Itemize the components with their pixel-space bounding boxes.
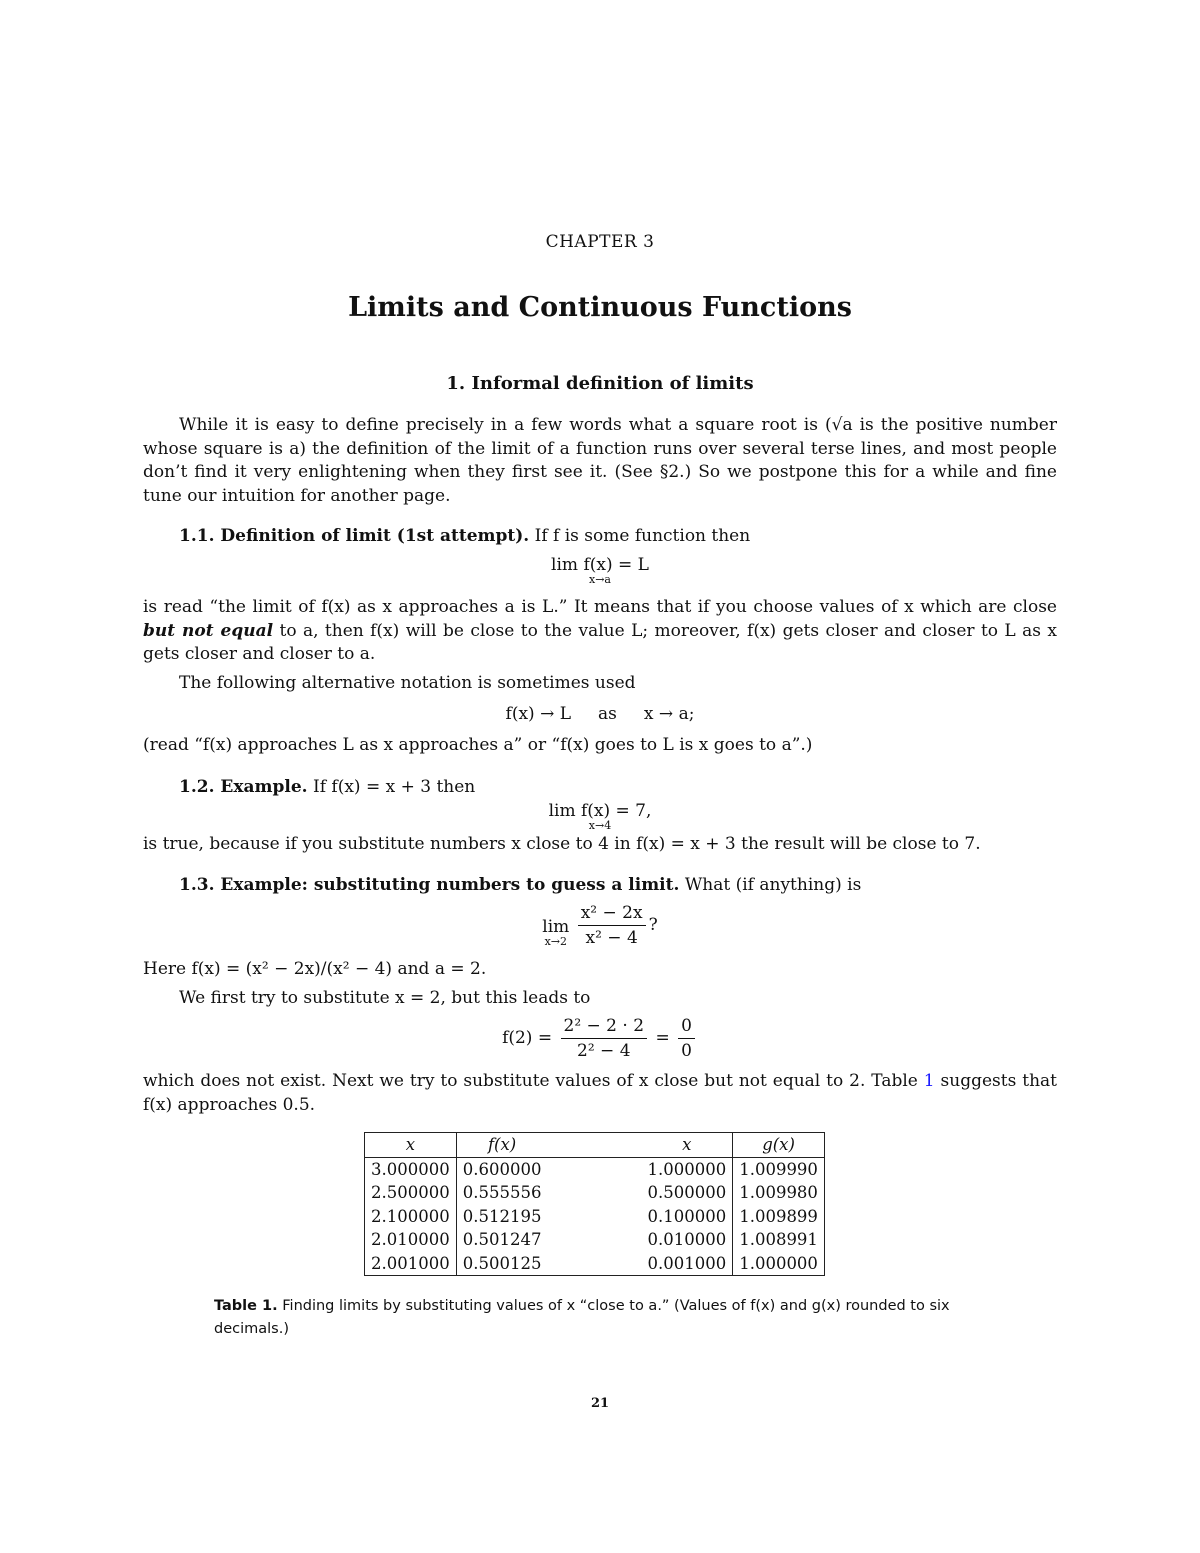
subsection-1-3-lead: What (if anything) is [684, 875, 862, 895]
table-row [365, 1181, 825, 1205]
table-1-link[interactable]: 1 [923, 1071, 935, 1091]
cell: 0.555556 [462, 1183, 542, 1202]
limit-expression-text: lim f(x) = L [551, 555, 649, 575]
cell: 1.008991 [739, 1230, 818, 1249]
chapter-title: Limits and Continuous Functions [348, 292, 852, 323]
table-row [365, 1228, 825, 1252]
cell: 2.500000 [365, 1181, 457, 1205]
subsection-1-1 [179, 525, 750, 549]
limit-subscript-3: x→2 [544, 934, 567, 948]
limit-display-3 [143, 903, 1057, 948]
rational-fraction [578, 903, 646, 948]
limit-display-2 [143, 802, 1057, 832]
zero-denominator: 0 [681, 1041, 692, 1061]
limit-expression [551, 556, 649, 586]
limits-table [364, 1132, 825, 1276]
fraction-numerator: x² − 2x [578, 903, 646, 926]
cell: 0.001000 [641, 1252, 732, 1276]
definition-paragraph [143, 596, 1057, 667]
gap-cell [547, 1205, 641, 1229]
table-ref-text-c: f(x) approaches 0.5. [143, 1094, 316, 1115]
table-row [365, 1205, 825, 1229]
limit-display-1 [143, 556, 1057, 586]
first-try-line: We first try to substitute x = 2, but this leads to [179, 988, 591, 1008]
limit-operator [542, 918, 569, 948]
subsection-1-3 [179, 874, 861, 898]
header-fx: f(x) [456, 1133, 547, 1158]
f2-numerator: 2² − 2 · 2 [561, 1016, 648, 1039]
cell: 1.009990 [739, 1159, 818, 1179]
example-1-2-conclusion: is true, because if you substitute numbers x close to 4 in f(x) = x + 3 the result will be close to 7. [143, 834, 981, 854]
cell: 0.010000 [641, 1228, 732, 1252]
table-reference-paragraph [143, 1070, 1057, 1117]
chapter-label: CHAPTER 3 [545, 232, 655, 252]
subsection-1-2-lead: If f(x) = x + 3 then [313, 777, 476, 797]
limit-subscript-2: x→4 [588, 819, 612, 832]
f2-display [143, 1016, 1057, 1061]
f2-left: f(2) = [502, 1028, 553, 1048]
table-ref-text-b: suggests that [940, 1071, 1057, 1091]
f2-fraction [561, 1016, 648, 1061]
subsection-1-1-heading: 1.1. Definition of limit (1st attempt). [179, 526, 530, 546]
table-header-row [365, 1133, 825, 1158]
table-caption [214, 1295, 994, 1341]
cell: 1.009980 [739, 1183, 818, 1202]
zero-over-zero [678, 1016, 695, 1061]
cell: 1.000000 [641, 1157, 732, 1181]
alt-notation-display: f(x) → L as x → a; [505, 704, 695, 724]
gap-cell [547, 1157, 641, 1181]
subsection-1-1-lead: If f is some function then [534, 526, 751, 546]
cell: 2.001000 [365, 1252, 457, 1276]
alt-notation-intro: The following alternative notation is sometimes used [179, 673, 636, 693]
subsection-1-2-heading: 1.2. Example. [179, 777, 308, 797]
cell: 0.501247 [462, 1230, 542, 1249]
question-mark: ? [648, 915, 658, 935]
f2-equals: = [655, 1028, 670, 1048]
zero-numerator: 0 [678, 1016, 695, 1039]
header-gx: g(x) [733, 1133, 825, 1158]
emphasis-but-not-equal: but not equal [143, 620, 274, 641]
table-ref-text-a: which does not exist. Next we try to substitute values of x close but not equal to 2. Table [143, 1071, 918, 1091]
cell: 1.009899 [739, 1206, 818, 1226]
gap-cell [547, 1228, 641, 1252]
definition-text-b: to a, then f(x) will be close to the value L; moreover, f(x) gets closer and closer to L as x gets closer and closer to a. [143, 620, 1058, 664]
section-heading: 1. Informal definition of limits [446, 373, 754, 394]
limit-expression-2 [549, 802, 652, 832]
caption-text: Finding limits by substituting values of x “close to a.” (Values of f(x) and g(x) rounded to six decimals.) [214, 1298, 950, 1337]
intro-paragraph: While it is easy to define precisely in a few words what a square root is (√a is the positive number whose square is a) the definition of the limit of a function runs over several terse lines, and most people don’t find it very enlightening when they first see it. (See §2.) So we postpone this for a while and fine tune our intuition for another page. [143, 415, 1057, 506]
fraction-denominator: x² − 4 [585, 928, 638, 948]
alt-notation-reading: (read “f(x) approaches L as x approaches a” or “f(x) goes to L is x goes to a”.) [143, 735, 813, 755]
cell: 0.500000 [641, 1181, 732, 1205]
cell: 0.512195 [462, 1206, 542, 1226]
table-gap [547, 1133, 641, 1158]
page-number: 21 [590, 1396, 610, 1411]
subsection-1-2 [179, 776, 475, 800]
cell: 0.600000 [462, 1159, 542, 1179]
limit-subscript: x→a [589, 573, 611, 586]
cell: 1.000000 [739, 1253, 818, 1273]
function-definition-line: Here f(x) = (x² − 2x)/(x² − 4) and a = 2. [143, 959, 487, 979]
cell: 2.010000 [365, 1228, 457, 1252]
cell: 0.100000 [641, 1205, 732, 1229]
f2-denominator: 2² − 4 [577, 1041, 631, 1061]
cell: 3.000000 [365, 1157, 457, 1181]
limit-expression-2-text: lim f(x) = 7, [548, 801, 652, 821]
header-x: x [365, 1133, 457, 1158]
subsection-1-3-heading: 1.3. Example: substituting numbers to guess a limit. [179, 875, 680, 895]
gap-cell [547, 1252, 641, 1276]
lim-word: lim [542, 916, 570, 937]
gap-cell [547, 1181, 641, 1205]
table-row [365, 1252, 825, 1276]
cell: 2.100000 [365, 1205, 457, 1229]
cell: 0.500125 [462, 1253, 542, 1273]
caption-label: Table 1. [214, 1298, 278, 1314]
definition-text-a: is read “the limit of f(x) as x approaches a is L.” It means that if you choose values of x which are close [143, 597, 1057, 617]
header-x2: x [641, 1133, 732, 1158]
table-row [365, 1157, 825, 1181]
